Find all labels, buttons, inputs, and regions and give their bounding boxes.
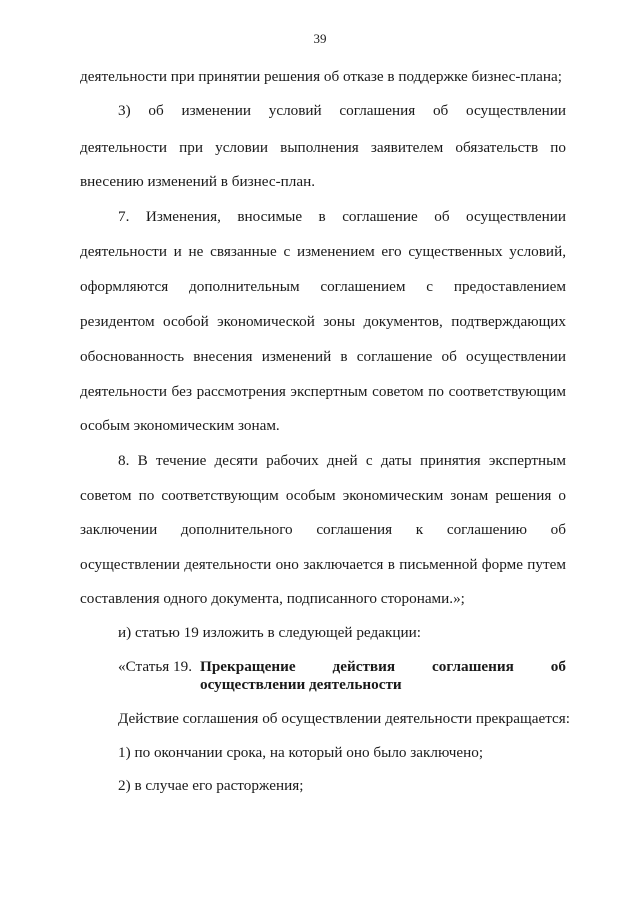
text-line: особым экономическим зонам. — [80, 417, 280, 434]
text-line: внесению изменений в бизнес-план. — [80, 173, 316, 190]
text-line: оформляются дополнительным соглашением с предоставлением — [80, 278, 566, 295]
article-title-line: Прекращение действия соглашения об — [200, 658, 566, 675]
text-line: резидентом особой экономической зоны документов, подтверждающих — [80, 313, 566, 330]
article-title — [200, 658, 566, 694]
text-line: составления одного документа, подписанного сторонами.»; — [80, 590, 465, 607]
text-line: заключении дополнительного соглашения к соглашению об — [80, 521, 566, 538]
text-line: Действие соглашения об осуществлении деятельности прекращается: — [118, 710, 570, 727]
text-line: обоснованность внесения изменений в соглашение об осуществлении — [80, 348, 566, 365]
text-line: 7. Изменения, вносимые в соглашение об осуществлении — [118, 208, 566, 225]
text-line: советом по соответствующим особым экономическим зонам решения о — [80, 487, 566, 504]
text-line: деятельности при условии выполнения заявителем обязательств по — [80, 139, 566, 156]
article-label: «Статья 19. — [118, 658, 193, 675]
text-line: 8. В течение десяти рабочих дней с даты принятия экспертным — [118, 452, 566, 469]
text-line: осуществлении деятельности оно заключается в письменной форме путем — [80, 556, 566, 573]
text-line: деятельности и не связанные с изменением его существенных условий, — [80, 243, 566, 260]
text-line: и) статью 19 изложить в следующей редакции: — [118, 624, 421, 641]
page-number: 39 — [313, 31, 327, 46]
text-line: деятельности без рассмотрения экспертным советом по соответствующим — [80, 383, 566, 400]
text-line: деятельности при принятии решения об отказе в поддержке бизнес-плана; — [80, 68, 562, 85]
text-line: 3) об изменении условий соглашения об осуществлении — [118, 102, 566, 119]
text-line: 1) по окончании срока, на который оно было заключено; — [118, 744, 484, 761]
text-line: 2) в случае его расторжения; — [118, 777, 304, 794]
article-title-line: осуществлении деятельности — [200, 676, 402, 693]
